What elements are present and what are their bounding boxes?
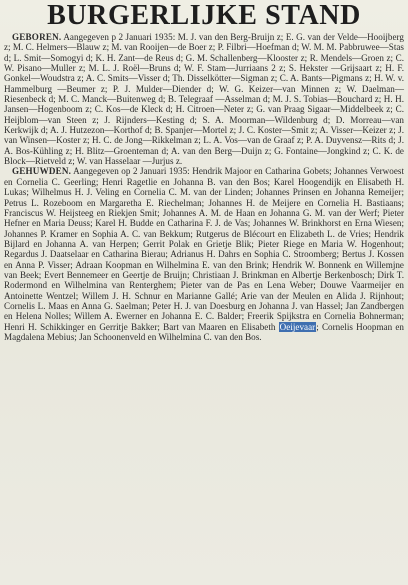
births-text: Aangegeven p 2 Januari 1935: M. J. van den Berg-Bruijn z; E. G. van der Velde—Hooijberg z; M. C. Helmers—Blauw z; M. van Rooijen—de Boer z; P. Filbri—Hoefman d; W. M. M. Pabbruwee—Stas d; L. Smit—Somogyi d; K. H. Zant—de Reus d; G. M. Schallenberg—Klooster z; R. Mendels—Groen z; C. W. Pisano—Muller z; M. L. J. Roël—Bruns d; W. F. Stam—Jurriaans 2 z; S. Hekster —Grijsaart z; H. F. Gonkel—Woudstra z; A. C. Smits—Visser d; Th. Disselkötter—Sigman z; C. A. Bants—Pigmans z; H. W. v. Hammelburg —Beumer z; P. J. Mulder—Diender d; W. G. Keizer—van Minnen z; W. Daelman—Riesenbeck d; M. C. Manck—Buitenweg d; B. Telegraaf —Asselman d; M. J. S. Tobias—Bouchard z; H. H. Jansen—Hogenboom z; C. Kos—de Kleck d; H. Citroen—Neter z; G. van Praag Sigaar—Middelbeek z; C. Heijblom—van Steen z; J. Rijnders—Kesting d; S. A. Moorman—Wildenburg d; D. Morreau—van Kerkwijk d; A. J. Hutzezon—Korthof d; B. Spanjer—Mortel z; J. C. Koster—Smit z; A. Visser—Keizer z; J. van Winsen—Koster z; H. C. de Jong—Rikkelman z; L. A. Vos—van de Graaf z; P. A. Duyvensz—Rits d; J. A. Bos-Kühling z; H. Blitz—Groenteman d; A. van den Berg—Duijn z; G. Fontaine—Jongkind z; C. K. de Block—Rietveld z; W. van Hasselaar —Jurjus z. <box>4 32 404 167</box>
search-highlight[interactable]: Oeijevaar <box>279 321 316 332</box>
births-section <box>4 32 404 166</box>
marriages-text: Aangegeven op 2 Januari 1935: Hendrik Majoor en Catharina Gobets; Johannes Verwoest en Cornelia C. Geerling; Henri Ragetlie en Johanna B. van den Bos; Karel Hoogendijk en Elisabeth H. Lukas; Wilhelmus H. J. Veling en Cornelia C. M. van der Linden; Johannes Prinsen en Johanna Remeijer; Petrus L. Rozeboom en Margaretha E. Riechelman; Johannes H. de Meijere en Cornelia H. Bastiaans; Franciscus W. Heijsteeg en Riekjen Smit; Johannes A. M. de Haan en Johanna G. M. van der Werf; Pieter Hefner en Maria Deuss; Karel H. Budde en Catharina F. J. de Vas; Johannes W. Brinkhorst en Erna Wiesen; Johannes P. Kramer en Sophia A. C. van Bekkum; Rutgerus de Blécourt en Elizabeth L. de Vries; Hendrik Bijlard en Johanna A. van Herpen; Gerrit Polak en Grietje Blik; Pieter Riege en Maria W. Hogenhout; Regardus J. Daatselaar en Catharina Bierau; Adrianus H. Dahrs en Sophia C. Stroomberg; Bertus J. Kossen en Anna P. Visser; Adraan Koopman en Wilhelmina E. van den Brink; Hendrik W. Bonnenk en Willemjne van Beek; Evert Bennemeer en Geertje de Bruijn; Christiaan J. Brinkman en Albertje Berkenbosch; Dirk T. Rodermond en Wilhelmina van Renterghem; Pieter van de Pas en Lena Weber; Douwe Vaarmeijer en Antoinette Wentzel; Willem J. H. Schnur en Marianne Gallé; Arie van der Meulen en Alida J. Rijnhout; Cornelis L. Maas en Anna G. Saelman; Peter H. J. van Doesburg en Johanna J. van Hassel; Jan Zandbergen en Helena Nolles; Willem A. Ewerner en Johanna E. C. Balder; Freerik Spijkstra en Cornelia Bohnerman; Henri H. Schikkinger en Gerritje Bakker; Bart van Maaren en Elisabeth <box>4 166 404 332</box>
marriages-heading: GEHUWDEN. <box>12 166 72 177</box>
marriages-text-continued: ; Cornelis Hoopman en Magdalena Mebius; Jan Schoonenveld en Wilhelmina C. van den Bos. <box>4 321 404 342</box>
page-title: BURGERLIJKE STAND <box>47 0 361 31</box>
births-heading: GEBOREN. <box>12 32 62 42</box>
scan-fade <box>0 571 408 585</box>
marriages-section <box>4 166 404 342</box>
